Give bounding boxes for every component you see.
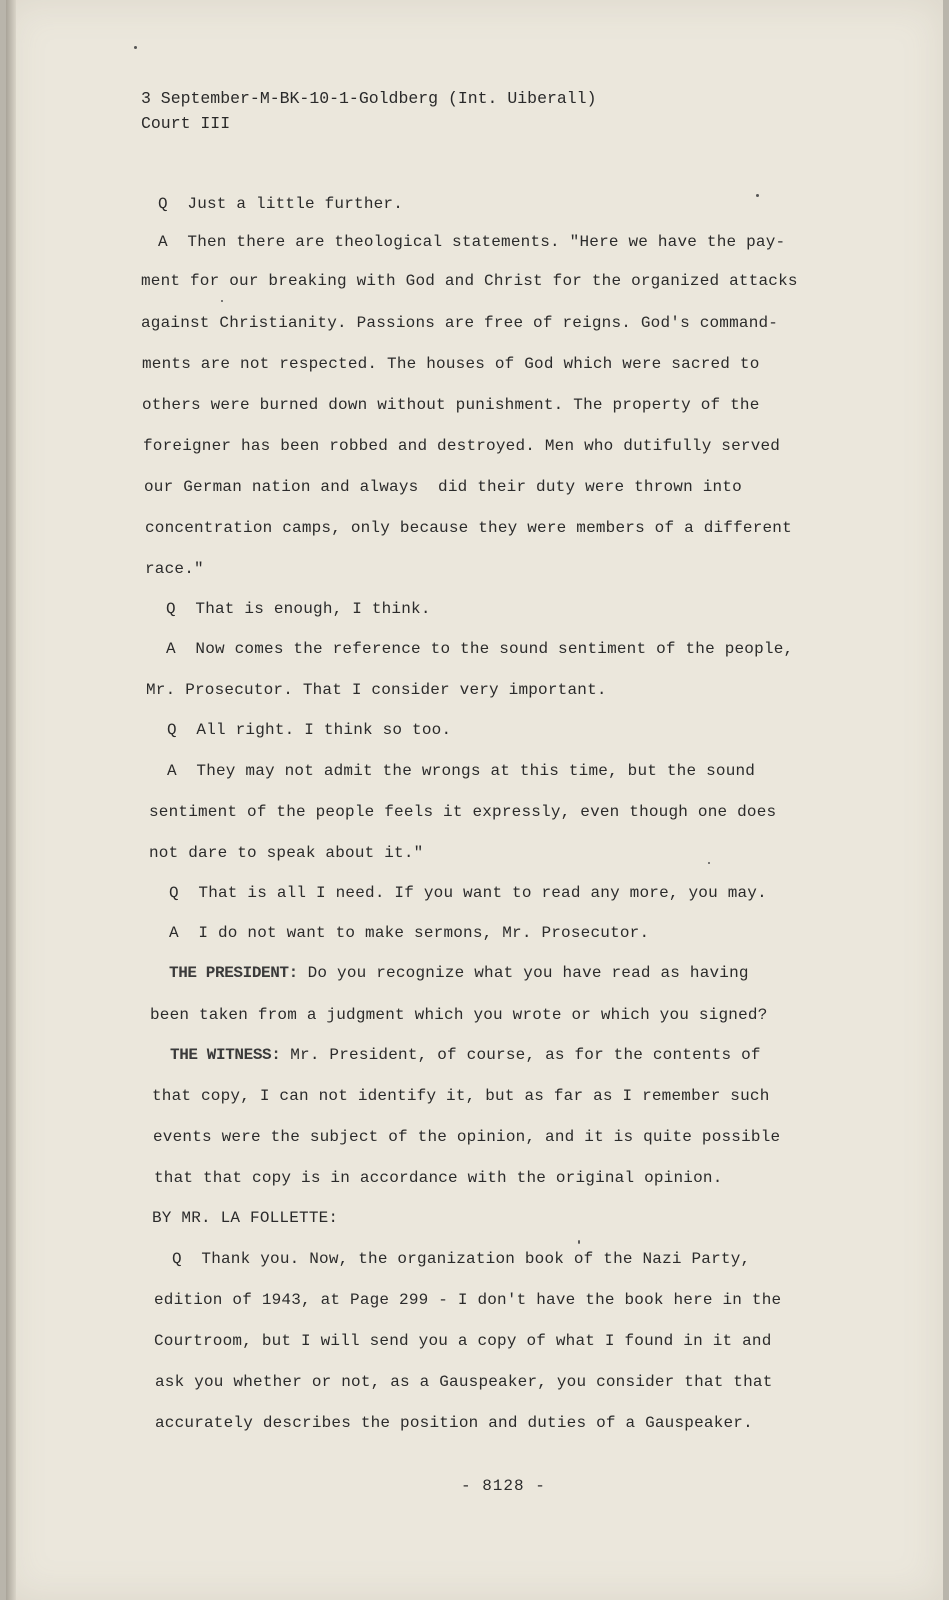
transcript-line <box>170 1046 761 1064</box>
transcript-line <box>169 964 749 982</box>
transcript-line: sentiment of the people feels it expressly, even though one does <box>149 803 777 821</box>
page-number: - 8128 - <box>461 1477 546 1495</box>
transcript-line: Q Thank you. Now, the organization book of the Nazi Party, <box>172 1250 751 1268</box>
speaker-text: Mr. President, of course, as for the contents of <box>280 1046 761 1064</box>
paper-speck <box>221 300 223 302</box>
transcript-line: concentration camps, only because they were members of a different <box>145 519 792 537</box>
transcript-line: Mr. Prosecutor. That I consider very important. <box>146 681 607 699</box>
transcript-line: against Christianity. Passions are free of reigns. God's command- <box>141 314 779 332</box>
transcript-line: our German nation and always did their duty were thrown into <box>144 478 742 496</box>
transcript-line: been taken from a judgment which you wrote or which you signed? <box>150 1006 768 1024</box>
transcript-line: A Now comes the reference to the sound sentiment of the people, <box>166 640 794 658</box>
transcript-line: foreigner has been robbed and destroyed. Men who dutifully served <box>143 437 781 455</box>
transcript-line: that copy, I can not identify it, but as far as I remember such <box>152 1087 770 1105</box>
transcript-line: edition of 1943, at Page 299 - I don't have the book here in the <box>154 1291 782 1309</box>
transcript-line: A They may not admit the wrongs at this time, but the sound <box>167 762 756 780</box>
transcript-line: Q Just a little further. <box>158 195 404 213</box>
transcript-line: Q That is all I need. If you want to read any more, you may. <box>169 884 767 902</box>
transcript-line: not dare to speak about it." <box>149 844 424 862</box>
transcript-line: that that copy is in accordance with the original opinion. <box>154 1169 723 1187</box>
header-court-line: Court III <box>141 114 231 133</box>
document-page <box>6 0 943 1600</box>
paper-speck <box>134 46 137 49</box>
examiner-heading: BY MR. LA FOLLETTE: <box>152 1209 339 1227</box>
transcript-line: Q That is enough, I think. <box>166 600 431 618</box>
transcript-line: A I do not want to make sermons, Mr. Prosecutor. <box>169 924 650 942</box>
transcript-line: race." <box>145 560 204 578</box>
transcript-line: Courtroom, but I will send you a copy of what I found in it and <box>154 1332 772 1350</box>
transcript-line: ments are not respected. The houses of God which were sacred to <box>142 355 760 373</box>
paper-speck <box>578 1240 580 1244</box>
header-case-line: 3 September-M-BK-10-1-Goldberg (Int. Uiberall) <box>141 89 597 108</box>
transcript-line: ment for our breaking with God and Christ for the organized attacks <box>141 272 798 290</box>
speaker-president: THE PRESIDENT: <box>169 964 298 982</box>
transcript-line: events were the subject of the opinion, and it is quite possible <box>153 1128 781 1146</box>
paper-speck <box>708 862 710 864</box>
transcript-line: accurately describes the position and duties of a Gauspeaker. <box>155 1414 753 1432</box>
document-header <box>141 86 596 136</box>
binding-edge <box>6 0 16 1600</box>
transcript-line: Q All right. I think so too. <box>167 721 452 739</box>
transcript-line: A Then there are theological statements. "Here we have the pay- <box>158 233 786 251</box>
paper-speck <box>756 194 759 197</box>
transcript-line: ask you whether or not, as a Gauspeaker, you consider that that <box>155 1373 773 1391</box>
speaker-text: Do you recognize what you have read as having <box>297 964 749 982</box>
speaker-witness: THE WITNESS: <box>170 1046 281 1064</box>
transcript-line: others were burned down without punishment. The property of the <box>142 396 760 414</box>
